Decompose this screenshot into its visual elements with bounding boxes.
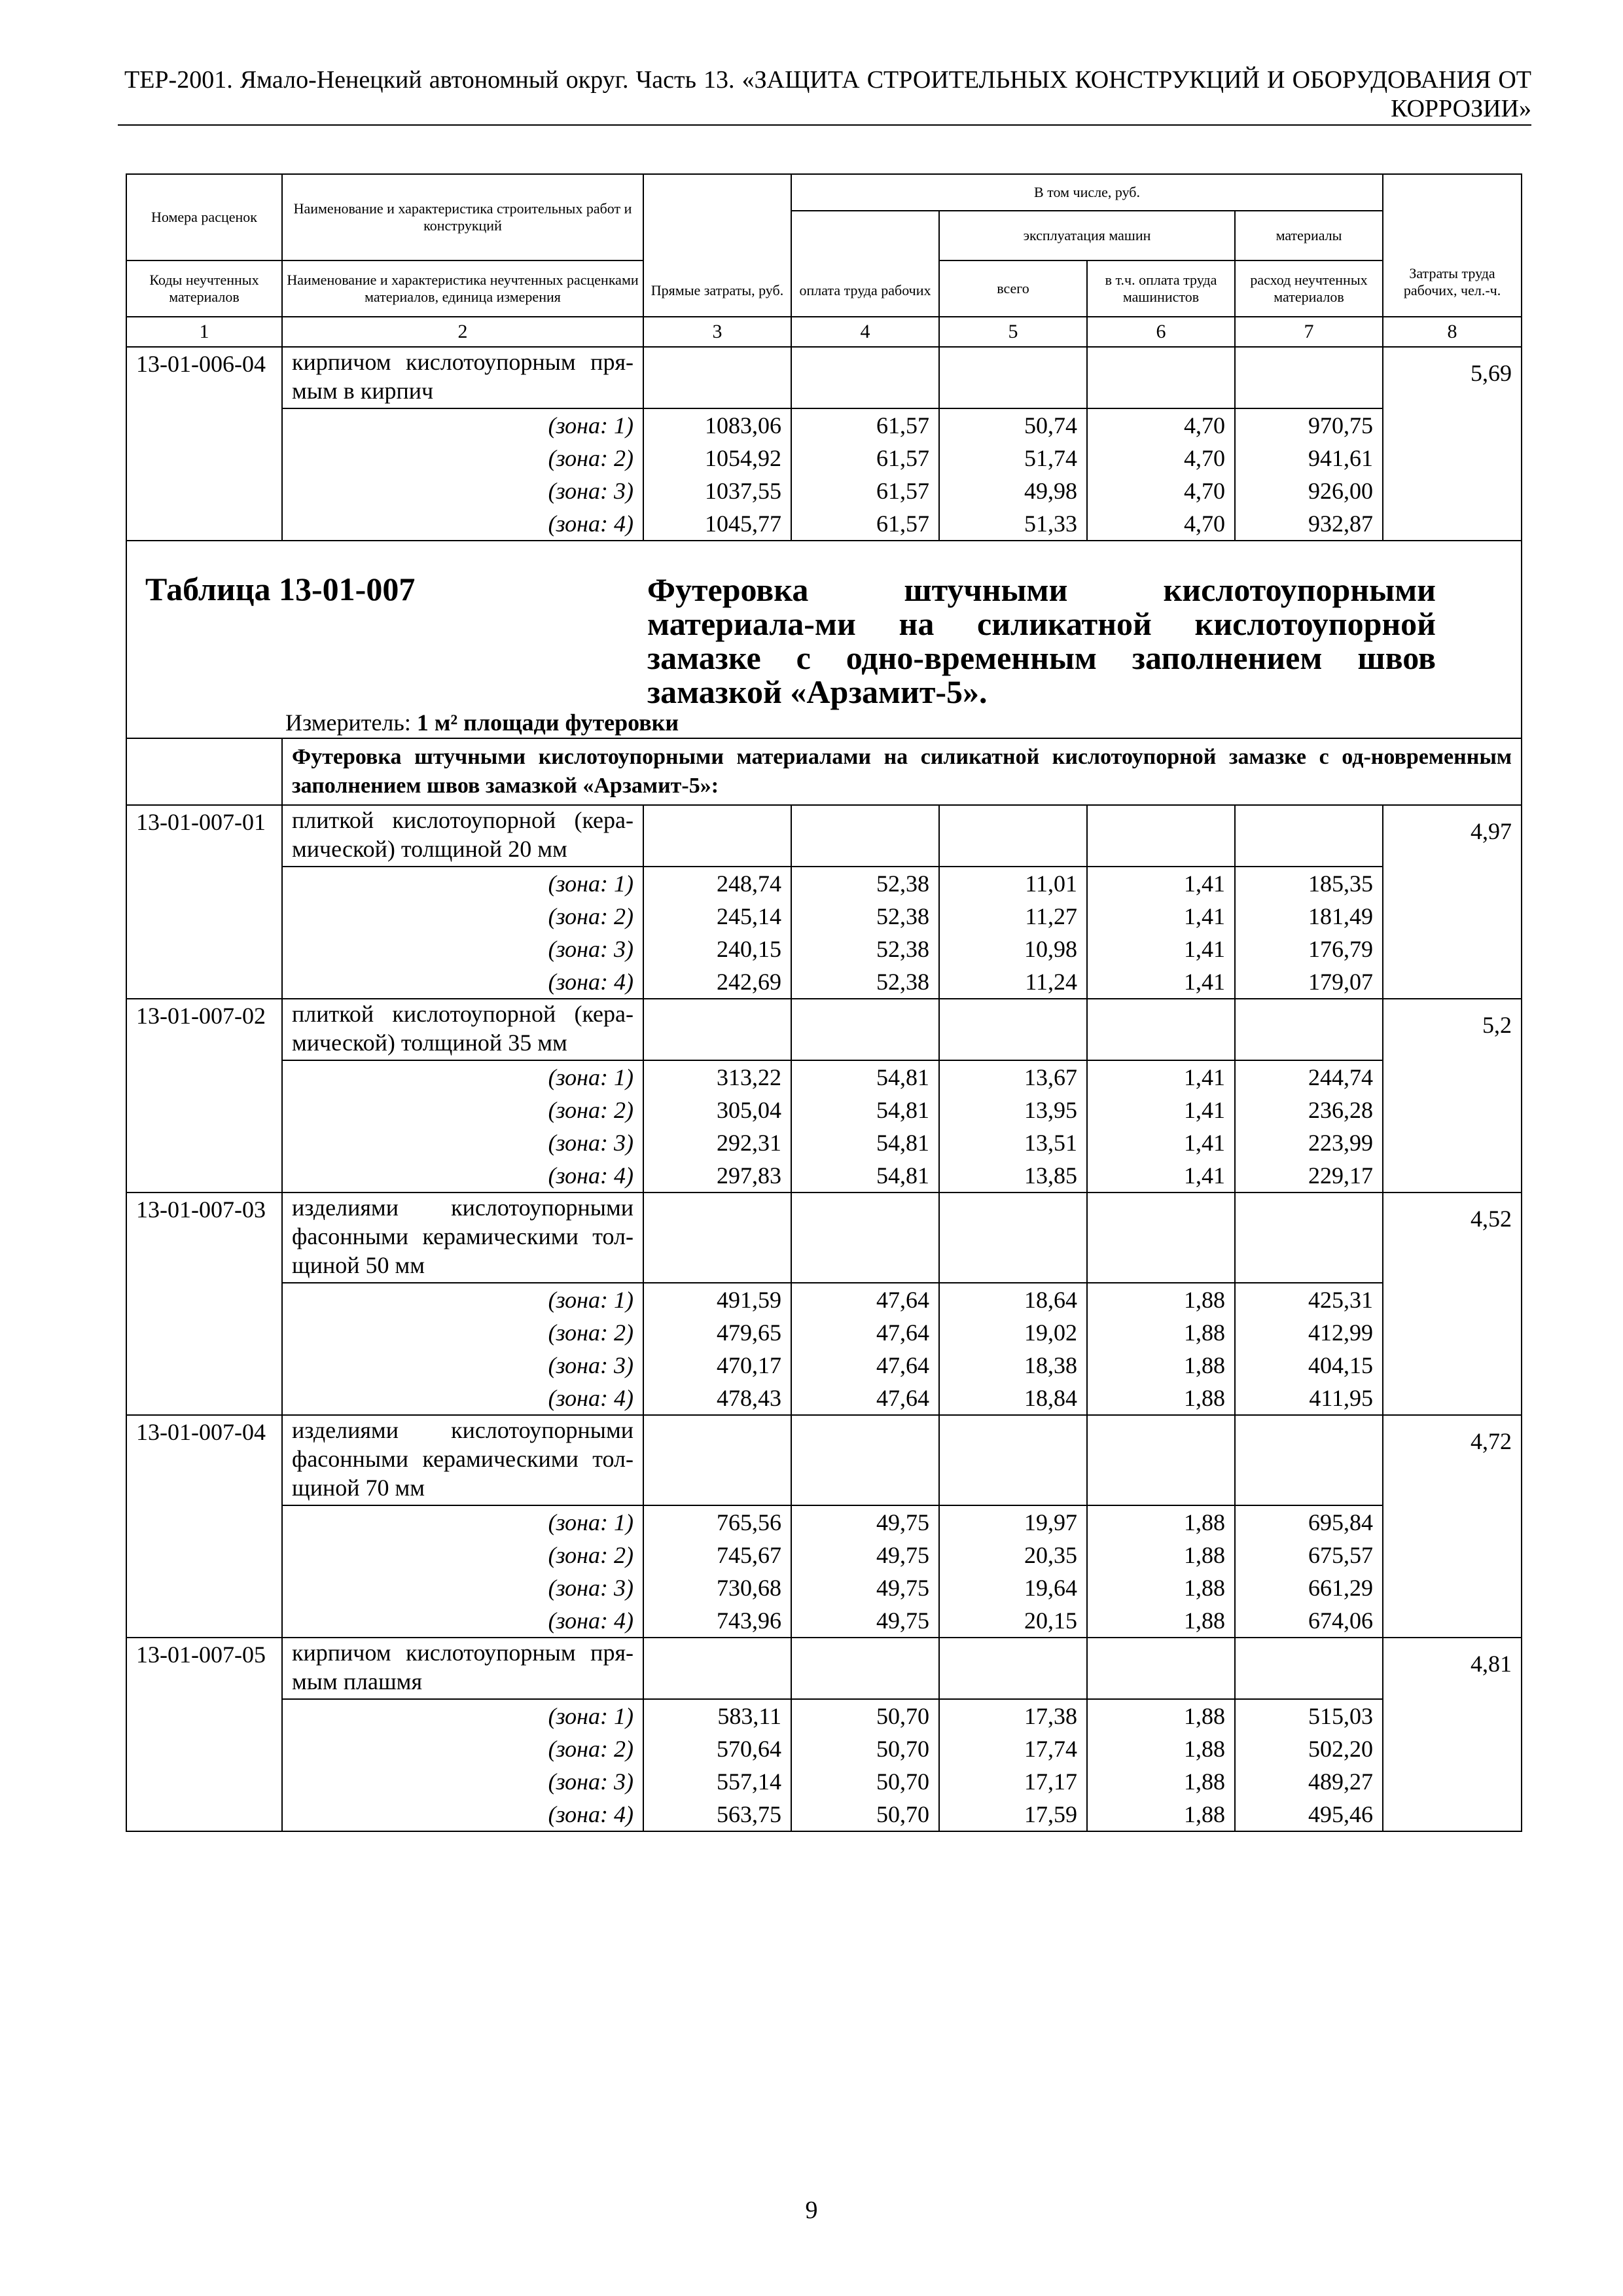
empty-cell [939,1193,1087,1283]
workers-wages: 47,64 [791,1316,939,1349]
materials-cost: 229,17 [1235,1159,1383,1193]
machinists-wages: 1,88 [1087,1732,1235,1765]
machines-total: 19,97 [939,1505,1087,1539]
empty-cell [939,999,1087,1060]
zone-row [126,1765,1522,1798]
materials-cost: 675,57 [1235,1539,1383,1571]
materials-cost: 970,75 [1235,408,1383,442]
direct-cost: 563,75 [643,1798,791,1831]
machinists-wages: 1,41 [1087,1060,1235,1094]
col-number: 8 [1383,317,1522,347]
col-number: 4 [791,317,939,347]
empty-cell [1235,347,1383,408]
zone-row [126,1094,1522,1126]
workers-wages: 52,38 [791,900,939,933]
zone-row [126,1505,1522,1539]
zone-row [126,1159,1522,1193]
machinists-wages: 1,88 [1087,1505,1235,1539]
column-numbers-row [126,317,1522,347]
direct-cost: 297,83 [643,1159,791,1193]
zone-label: (зона: 4) [282,1159,643,1193]
empty-cell [643,1638,791,1699]
rate-code: 13-01-007-01 [126,805,282,999]
materials-cost: 176,79 [1235,933,1383,965]
materials-cost: 515,03 [1235,1699,1383,1732]
machinists-wages: 4,70 [1087,507,1235,541]
empty-cell [643,1415,791,1505]
rate-name: плиткой кислотоупорной (кера-мической) толщиной 35 мм [282,999,643,1060]
machinists-wages: 1,88 [1087,1699,1235,1732]
machines-total: 17,59 [939,1798,1087,1831]
machinists-wages: 1,41 [1087,1126,1235,1159]
head-col5: всего [939,260,1087,317]
direct-cost: 1045,77 [643,507,791,541]
empty-cell [1087,347,1235,408]
page-header [124,65,1531,123]
table-title: Футеровка штучными кислотоупорными материала-ми на силикатной кислотоупорной замазке с одно-временным заполнением швов замазкой «Арзамит-5». [647,571,1436,710]
machinists-wages: 1,88 [1087,1765,1235,1798]
machinists-wages: 1,41 [1087,1159,1235,1193]
rate-labor: 4,97 [1383,805,1522,999]
machines-total: 18,84 [939,1382,1087,1415]
machines-total: 19,02 [939,1316,1087,1349]
empty-cell [1235,1638,1383,1699]
zone-row [126,1283,1522,1316]
zone-row [126,1539,1522,1571]
zone-label: (зона: 2) [282,1316,643,1349]
group-title-row [126,738,1522,805]
workers-wages: 49,75 [791,1539,939,1571]
head-col1-bottom: Коды неучтенных материалов [126,260,282,317]
machines-total: 10,98 [939,933,1087,965]
zone-row [126,1126,1522,1159]
materials-cost: 941,61 [1235,442,1383,475]
machines-total: 13,51 [939,1126,1087,1159]
machinists-wages: 1,88 [1087,1283,1235,1316]
materials-cost: 179,07 [1235,965,1383,999]
machinists-wages: 1,88 [1087,1316,1235,1349]
workers-wages: 49,75 [791,1571,939,1604]
workers-wages: 50,70 [791,1732,939,1765]
zone-label: (зона: 3) [282,1126,643,1159]
materials-cost: 236,28 [1235,1094,1383,1126]
zone-row [126,1316,1522,1349]
zone-label: (зона: 3) [282,1349,643,1382]
rate-code: 13-01-007-04 [126,1415,282,1638]
workers-wages: 54,81 [791,1126,939,1159]
rate-name: кирпичом кислотоупорным пря-мым плашмя [282,1638,643,1699]
machines-total: 11,27 [939,900,1087,933]
zone-label: (зона: 1) [282,1699,643,1732]
empty-cell [791,347,939,408]
header-rule [118,124,1531,126]
machinists-wages: 1,41 [1087,1094,1235,1126]
workers-wages: 49,75 [791,1604,939,1638]
zone-label: (зона: 1) [282,867,643,900]
empty-cell [1235,999,1383,1060]
empty-cell [939,805,1087,867]
head-machines: эксплуатация машин [939,211,1235,260]
empty-cell [1087,1193,1235,1283]
zone-label: (зона: 4) [282,1798,643,1831]
zone-row [126,900,1522,933]
materials-cost: 411,95 [1235,1382,1383,1415]
rate-row [126,1638,1522,1699]
zone-row [126,933,1522,965]
zone-label: (зона: 1) [282,1283,643,1316]
zone-row [126,965,1522,999]
zone-row [126,1349,1522,1382]
table-caption-wrap [127,541,1521,738]
empty-cell [1087,999,1235,1060]
zone-row [126,475,1522,507]
machinists-wages: 1,88 [1087,1604,1235,1638]
empty-cell [1235,1415,1383,1505]
rate-row [126,999,1522,1060]
machines-total: 50,74 [939,408,1087,442]
machines-total: 20,15 [939,1604,1087,1638]
rate-name: изделиями кислотоупорными фасонными керамическими тол-щиной 70 мм [282,1415,643,1505]
materials-cost: 661,29 [1235,1571,1383,1604]
rate-row [126,347,1522,408]
workers-wages: 61,57 [791,408,939,442]
machines-total: 17,74 [939,1732,1087,1765]
col-number: 3 [643,317,791,347]
zone-label: (зона: 4) [282,1604,643,1638]
workers-wages: 52,38 [791,933,939,965]
materials-cost: 489,27 [1235,1765,1383,1798]
direct-cost: 245,14 [643,900,791,933]
zone-label: (зона: 4) [282,1382,643,1415]
machines-total: 20,35 [939,1539,1087,1571]
zone-label: (зона: 1) [282,408,643,442]
head-col8: Затраты труда рабочих, чел.-ч. [1383,174,1522,317]
machines-total: 11,01 [939,867,1087,900]
machinists-wages: 1,88 [1087,1382,1235,1415]
rate-labor: 4,52 [1383,1193,1522,1415]
zone-row [126,507,1522,541]
col-number: 5 [939,317,1087,347]
machinists-wages: 1,88 [1087,1539,1235,1571]
zone-row [126,867,1522,900]
rate-name: плиткой кислотоупорной (кера-мической) толщиной 20 мм [282,805,643,867]
header-row-1 [126,174,1522,211]
machines-total: 11,24 [939,965,1087,999]
workers-wages: 50,70 [791,1765,939,1798]
zone-label: (зона: 3) [282,1765,643,1798]
zone-label: (зона: 2) [282,1094,643,1126]
table-body [126,174,1522,1831]
rate-row [126,805,1522,867]
table-caption [126,541,1522,738]
empty-cell [791,999,939,1060]
direct-cost: 1083,06 [643,408,791,442]
direct-cost: 292,31 [643,1126,791,1159]
machinists-wages: 1,88 [1087,1571,1235,1604]
zone-row [126,1604,1522,1638]
zone-row [126,408,1522,442]
unit-value: 1 м² площади футеровки [416,709,679,736]
materials-cost: 695,84 [1235,1505,1383,1539]
machines-total: 19,64 [939,1571,1087,1604]
materials-cost: 926,00 [1235,475,1383,507]
rate-labor: 5,69 [1383,347,1522,541]
machinists-wages: 1,88 [1087,1349,1235,1382]
head-col1-top: Номера расценок [126,174,282,260]
head-col7: расход неучтенных материалов [1235,260,1383,317]
materials-cost: 495,46 [1235,1798,1383,1831]
zone-label: (зона: 3) [282,1571,643,1604]
col-number: 7 [1235,317,1383,347]
col-number: 6 [1087,317,1235,347]
col-number: 2 [282,317,643,347]
direct-cost: 478,43 [643,1382,791,1415]
machines-total: 13,67 [939,1060,1087,1094]
zone-label: (зона: 2) [282,900,643,933]
materials-cost: 412,99 [1235,1316,1383,1349]
direct-cost: 491,59 [643,1283,791,1316]
zone-row [126,442,1522,475]
workers-wages: 54,81 [791,1094,939,1126]
workers-wages: 52,38 [791,867,939,900]
zone-row [126,1798,1522,1831]
machines-total: 51,74 [939,442,1087,475]
materials-cost: 502,20 [1235,1732,1383,1765]
rate-code: 13-01-006-04 [126,347,282,541]
zone-label: (зона: 3) [282,933,643,965]
col-number: 1 [126,317,282,347]
empty-cell [643,347,791,408]
direct-cost: 583,11 [643,1699,791,1732]
empty-cell [643,1193,791,1283]
machines-total: 17,38 [939,1699,1087,1732]
zone-label: (зона: 1) [282,1060,643,1094]
materials-cost: 932,87 [1235,507,1383,541]
workers-wages: 61,57 [791,442,939,475]
machinists-wages: 1,88 [1087,1798,1235,1831]
direct-cost: 557,14 [643,1765,791,1798]
machines-total: 13,85 [939,1159,1087,1193]
rate-code: 13-01-007-03 [126,1193,282,1415]
direct-cost: 305,04 [643,1094,791,1126]
zone-row [126,1732,1522,1765]
materials-cost: 404,15 [1235,1349,1383,1382]
head-col6: в т.ч. оплата труда машинистов [1087,260,1235,317]
materials-cost: 425,31 [1235,1283,1383,1316]
empty-cell [1087,1638,1235,1699]
empty-cell [1087,805,1235,867]
zone-label: (зона: 2) [282,1732,643,1765]
machinists-wages: 4,70 [1087,408,1235,442]
machinists-wages: 1,41 [1087,933,1235,965]
direct-cost: 242,69 [643,965,791,999]
empty-cell [791,805,939,867]
direct-cost: 479,65 [643,1316,791,1349]
workers-wages: 47,64 [791,1382,939,1415]
head-col2-bottom: Наименование и характеристика неучтенных расценками материалов, единица измерения [282,260,643,317]
table-number: Таблица 13-01-007 [145,571,416,607]
materials-cost: 223,99 [1235,1126,1383,1159]
machines-total: 13,95 [939,1094,1087,1126]
head-materials: материалы [1235,211,1383,260]
machines-total: 18,38 [939,1349,1087,1382]
unit-label: Измеритель: [285,709,411,736]
direct-cost: 470,17 [643,1349,791,1382]
zone-row [126,1699,1522,1732]
table-caption-row [126,541,1522,738]
head-col2-top: Наименование и характеристика строительных работ и конструкций [282,174,643,260]
empty-cell [643,805,791,867]
direct-cost: 313,22 [643,1060,791,1094]
materials-cost: 674,06 [1235,1604,1383,1638]
machinists-wages: 1,41 [1087,867,1235,900]
direct-cost: 1054,92 [643,442,791,475]
head-col3: Прямые затраты, руб. [643,174,791,317]
workers-wages: 47,64 [791,1349,939,1382]
zone-label: (зона: 1) [282,1505,643,1539]
machinists-wages: 4,70 [1087,442,1235,475]
direct-cost: 730,68 [643,1571,791,1604]
machines-total: 51,33 [939,507,1087,541]
direct-cost: 765,56 [643,1505,791,1539]
empty-cell [643,999,791,1060]
direct-cost: 240,15 [643,933,791,965]
direct-cost: 570,64 [643,1732,791,1765]
rate-labor: 4,81 [1383,1638,1522,1831]
header-line-1: ТЕР-2001. Ямало-Ненецкий автономный округ. Часть 13. «ЗАЩИТА СТРОИТЕЛЬНЫХ КОНСТРУКЦИЙ И ОБОРУДОВАНИЯ ОТ [124,66,1531,94]
rate-name: кирпичом кислотоупорным пря-мым в кирпич [282,347,643,408]
rate-code: 13-01-007-02 [126,999,282,1193]
workers-wages: 50,70 [791,1798,939,1831]
empty-cell [791,1638,939,1699]
empty-cell [939,347,1087,408]
header-line-2: КОРРОЗИИ» [1391,95,1531,122]
rates-table [126,173,1522,1832]
head-col4: оплата труда рабочих [791,211,939,317]
zone-label: (зона: 4) [282,507,643,541]
workers-wages: 54,81 [791,1159,939,1193]
empty-cell [1235,1193,1383,1283]
materials-cost: 244,74 [1235,1060,1383,1094]
machinists-wages: 1,41 [1087,900,1235,933]
machines-total: 17,17 [939,1765,1087,1798]
zone-row [126,1571,1522,1604]
machinists-wages: 4,70 [1087,475,1235,507]
empty-cell [791,1415,939,1505]
page-number: 9 [805,2197,818,2224]
rate-name: изделиями кислотоупорными фасонными керамическими тол-щиной 50 мм [282,1193,643,1283]
group-title: Футеровка штучными кислотоупорными материалами на силикатной кислотоупорной замазке с од-новременным заполнением швов замазкой «Арзамит-5»: [282,738,1522,805]
empty-cell [1087,1415,1235,1505]
rate-row [126,1193,1522,1283]
zone-label: (зона: 2) [282,442,643,475]
empty-cell [939,1638,1087,1699]
rate-code: 13-01-007-05 [126,1638,282,1831]
workers-wages: 52,38 [791,965,939,999]
workers-wages: 61,57 [791,507,939,541]
materials-cost: 181,49 [1235,900,1383,933]
direct-cost: 1037,55 [643,475,791,507]
zone-label: (зона: 3) [282,475,643,507]
workers-wages: 50,70 [791,1699,939,1732]
rate-labor: 4,72 [1383,1415,1522,1638]
table-unit [285,706,679,739]
empty-cell [791,1193,939,1283]
zone-row [126,1382,1522,1415]
machines-total: 18,64 [939,1283,1087,1316]
zone-label: (зона: 4) [282,965,643,999]
machines-total: 49,98 [939,475,1087,507]
workers-wages: 49,75 [791,1505,939,1539]
rate-row [126,1415,1522,1505]
empty-cell [939,1415,1087,1505]
empty-cell [126,738,282,805]
workers-wages: 61,57 [791,475,939,507]
head-incl: В том числе, руб. [791,174,1383,211]
direct-cost: 248,74 [643,867,791,900]
empty-cell [1235,805,1383,867]
direct-cost: 743,96 [643,1604,791,1638]
zone-label: (зона: 2) [282,1539,643,1571]
zone-row [126,1060,1522,1094]
rate-labor: 5,2 [1383,999,1522,1193]
materials-cost: 185,35 [1235,867,1383,900]
machinists-wages: 1,41 [1087,965,1235,999]
direct-cost: 745,67 [643,1539,791,1571]
workers-wages: 54,81 [791,1060,939,1094]
workers-wages: 47,64 [791,1283,939,1316]
